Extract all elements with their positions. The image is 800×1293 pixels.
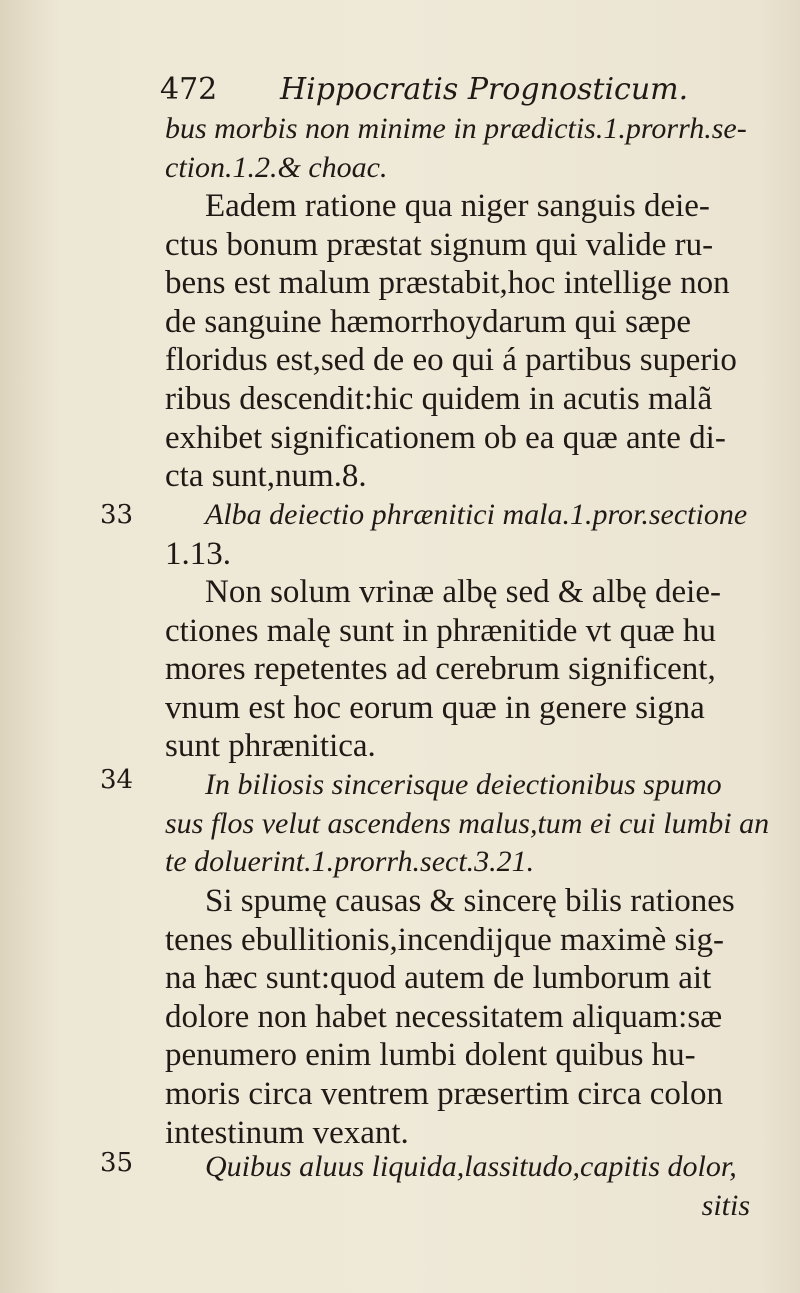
text-line: mores repetentes ad cerebrum significent,	[165, 651, 716, 688]
text-line: Alba deiectio phrænitici mala.1.pror.sectione	[205, 498, 748, 531]
text-line: na hæc sunt:quod autem de lumborum ait	[165, 960, 712, 997]
running-title: Hippocratis Prognosticum.	[280, 72, 689, 107]
text-line: cta sunt,num.8.	[165, 458, 367, 495]
text-line: ctiones malę sunt in phrænitide vt quæ hu	[165, 612, 716, 649]
text-line: dolore non habet necessitatem aliquam:sæ	[165, 998, 723, 1035]
margin-number: 33	[100, 500, 134, 530]
text-line: vnum est hoc eorum quæ in genere signa	[165, 689, 705, 726]
page-number: 472	[160, 72, 218, 107]
text-line: intestinum vexant.	[165, 1114, 409, 1151]
text-line: ction.1.2.& choac.	[165, 150, 388, 184]
text-line: Si spumę causas & sincerę bilis rationes	[205, 883, 735, 919]
text-line: Quibus aluus liquida,lassitudo,capitis dolor,	[205, 1150, 737, 1183]
text-line: bens est malum præstabit,hoc intellige non	[165, 265, 730, 302]
text-line: sunt phrænitica.	[165, 728, 376, 765]
text-line: 1.13.	[165, 535, 231, 572]
commentary-paragraph	[165, 187, 765, 496]
margin-number: 35	[100, 1148, 134, 1178]
commentary-paragraph	[165, 573, 765, 766]
text-line: exhibet significationem ob ea quæ ante di-	[165, 419, 726, 456]
text-line: Non solum vrinæ albę sed & albę deie-	[205, 574, 721, 610]
text-line: de sanguine hæmorrhoydarum qui sæpe	[165, 303, 692, 340]
text-line: ribus descendit:hic quidem in acutis malã	[165, 380, 713, 417]
text-block-continuation	[165, 110, 765, 187]
text-line: penumero enim lumbi dolent quibus hu-	[165, 1037, 696, 1074]
aphorism-text	[165, 766, 770, 882]
text-line: moris circa ventrem præsertim circa colon	[165, 1075, 724, 1112]
running-header	[160, 70, 760, 110]
text-line: ctus bonum præstat signum qui valide ru-	[165, 226, 714, 263]
commentary-paragraph	[165, 882, 765, 1152]
margin-number: 34	[100, 765, 134, 795]
aphorism-text	[165, 1148, 765, 1225]
text-line: sus flos velut ascendens malus,tum ei cui lumbi an	[165, 806, 770, 840]
text-line: bus morbis non minime in prædictis.1.prorrh.se-	[165, 112, 747, 145]
text-line: tenes ebullitionis,incendijque maximè sig-	[165, 921, 725, 958]
text-line: In biliosis sincerisque deiectionibus spumo	[205, 768, 722, 801]
text-line: floridus est,sed de eo qui á partibus superio	[165, 342, 737, 379]
text-line: Eadem ratione qua niger sanguis deie-	[205, 188, 710, 224]
aphorism-text	[165, 496, 765, 573]
catchword: sitis	[701, 1188, 750, 1222]
text-line: te doluerint.1.prorrh.sect.3.21.	[165, 845, 535, 879]
